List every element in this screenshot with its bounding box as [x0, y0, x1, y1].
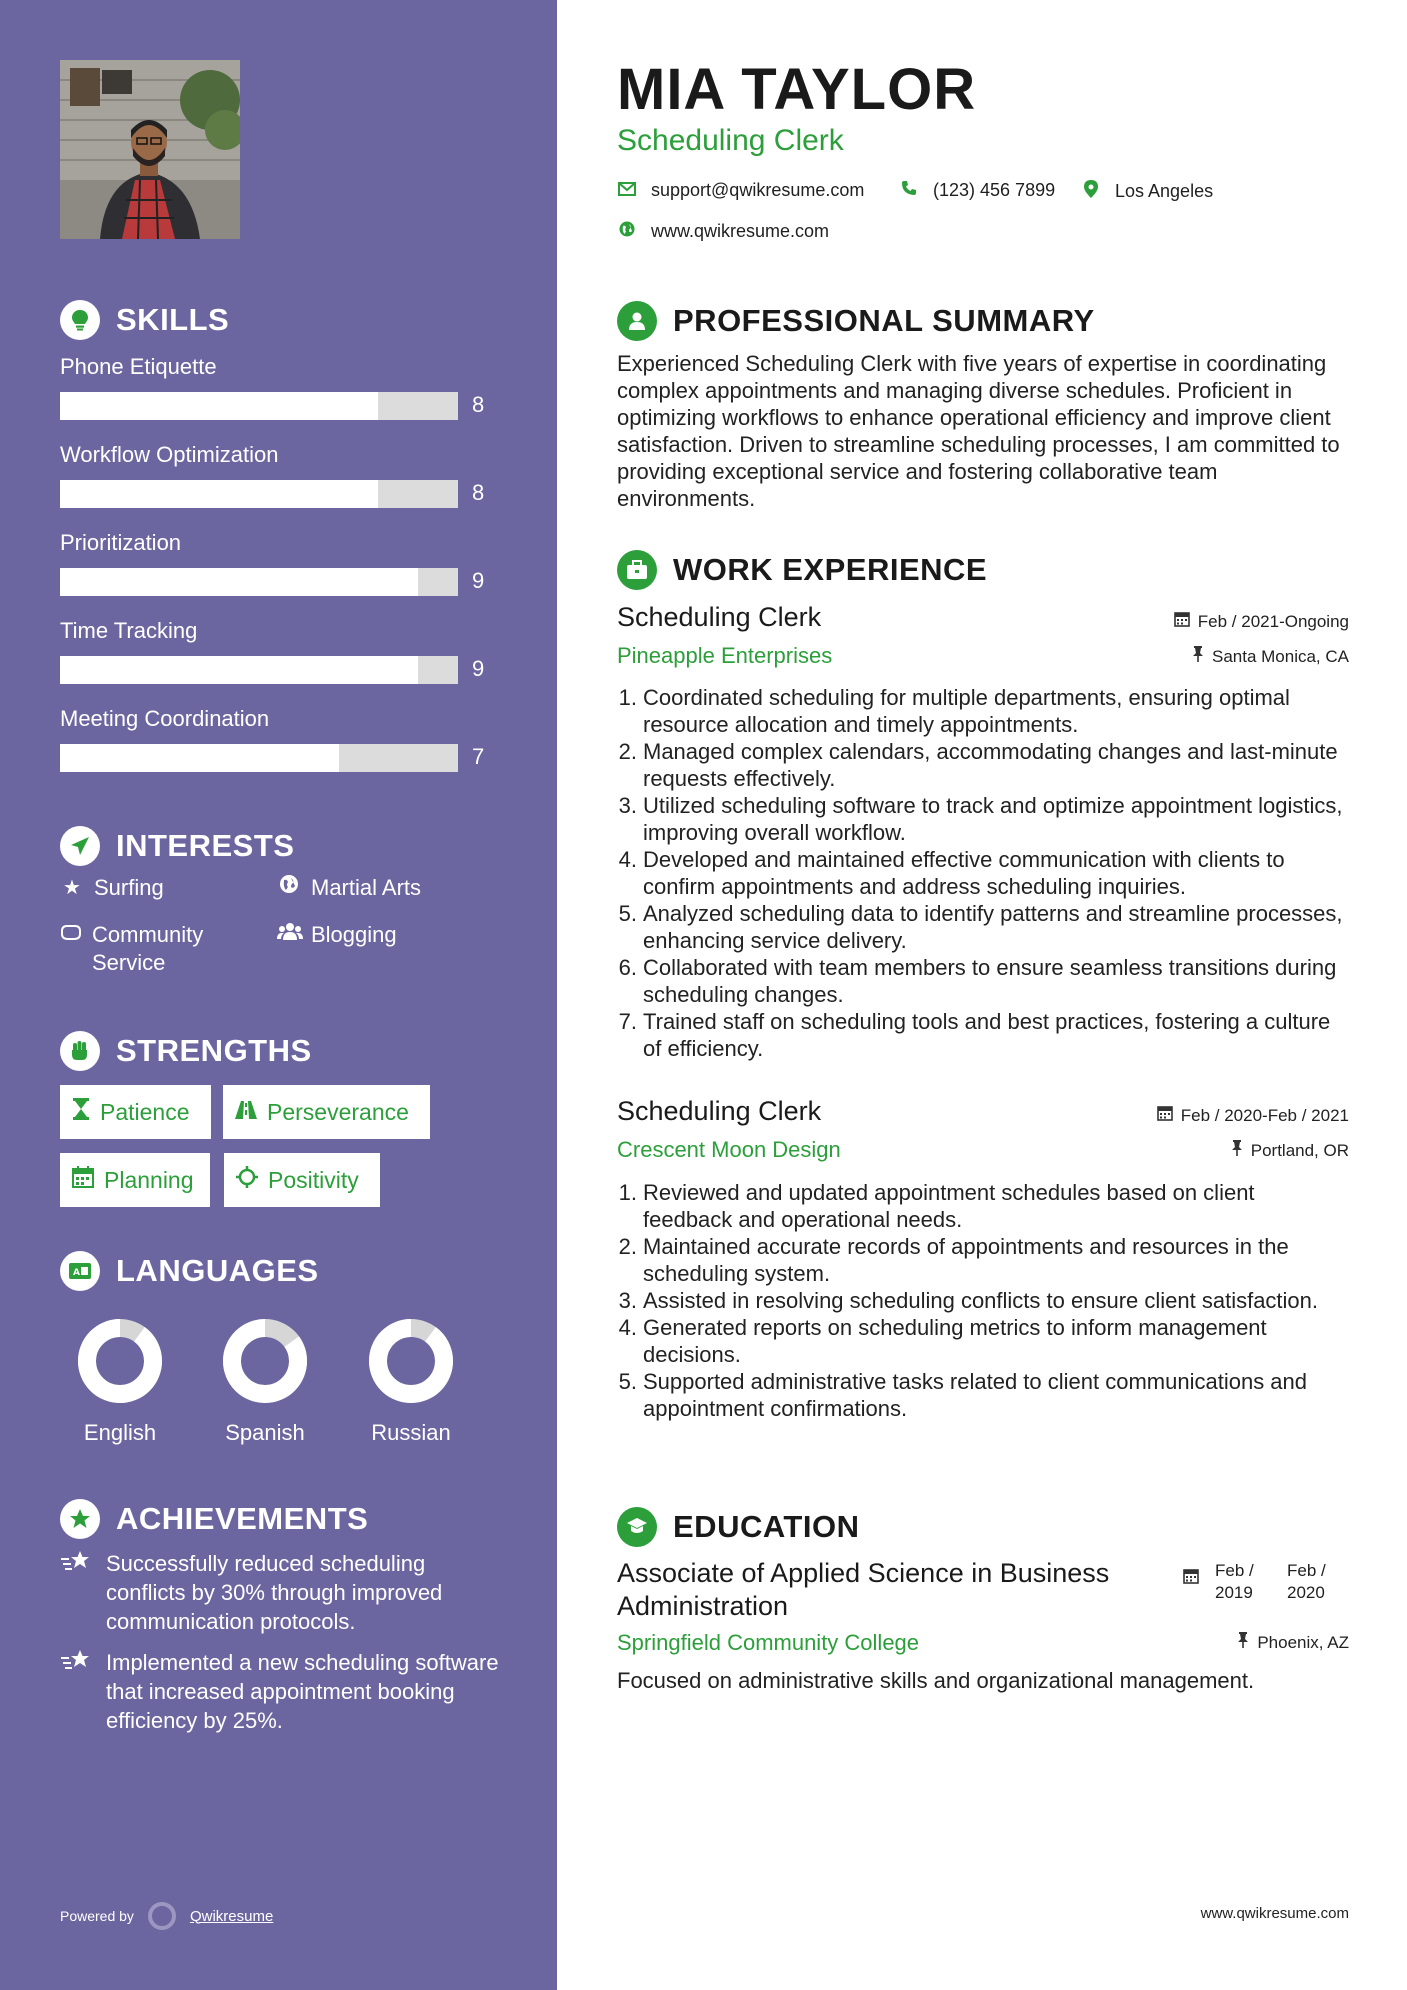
- job-location: Santa Monica, CA: [1192, 646, 1349, 667]
- interest-item: ★ Surfing: [60, 874, 164, 902]
- education-heading: EDUCATION: [617, 1507, 859, 1547]
- hand-icon: [60, 921, 82, 977]
- powered-by: Powered by Qwikresume: [60, 1902, 273, 1930]
- globe-icon: [617, 221, 637, 242]
- hourglass-icon: [72, 1098, 90, 1126]
- calendar-icon: [72, 1166, 94, 1194]
- job-bullet: 5. Analyzed scheduling data to identify patterns and streamline processes, enhancing service delivery.: [618, 901, 1343, 953]
- job-bullet: 1. Coordinated scheduling for multiple departments, ensuring optimal resource allocation and timely appointments.: [618, 685, 1290, 737]
- envelope-icon: [617, 181, 637, 201]
- users-icon: [277, 921, 301, 949]
- skill-bar: [60, 392, 458, 420]
- job-bullet: 7. Trained staff on scheduling tools and best practices, fostering a culture of efficiency.: [618, 1009, 1331, 1061]
- shooting-star-icon: [60, 1648, 92, 1735]
- skill-label: Prioritization: [60, 530, 182, 555]
- job-title: Scheduling Clerk: [617, 602, 822, 632]
- skills-heading: SKILLS: [60, 300, 229, 340]
- svg-text:A: A: [73, 1268, 81, 1278]
- star-badge-icon: [60, 1499, 100, 1539]
- skill-label: Workflow Optimization: [60, 442, 279, 467]
- language-label: Russian: [371, 1420, 451, 1445]
- contact-website[interactable]: www.qwikresume.com: [617, 221, 829, 242]
- skill-label: Phone Etiquette: [60, 354, 217, 379]
- strength-badge: Patience: [60, 1085, 211, 1139]
- job-bullet: 3. Assisted in resolving scheduling conflicts to ensure client satisfaction.: [618, 1288, 1319, 1313]
- user-icon: [617, 301, 657, 341]
- languages-heading: A LANGUAGES: [60, 1251, 319, 1291]
- job-dates: Feb / 2020-Feb / 2021: [1157, 1105, 1349, 1126]
- phone-icon: [899, 180, 919, 201]
- job-location: Portland, OR: [1231, 1140, 1349, 1161]
- skill-bar: [60, 656, 458, 684]
- calendar-icon: [1157, 1105, 1173, 1126]
- candidate-role: Scheduling Clerk: [617, 124, 844, 157]
- qwikresume-logo-icon: [148, 1902, 176, 1930]
- sidebar: [0, 0, 557, 1990]
- graduation-icon: [617, 1507, 657, 1547]
- pin-icon: [1231, 1140, 1243, 1161]
- job-bullet: 4. Generated reports on scheduling metrics to inform management decisions.: [618, 1315, 1267, 1367]
- skill-bar: [60, 744, 458, 772]
- strength-badge: Positivity: [224, 1153, 380, 1207]
- footer-url[interactable]: www.qwikresume.com: [1200, 1905, 1349, 1922]
- achievement-item: Successfully reduced scheduling conflicts by 30% through improved communication protocols.: [60, 1549, 500, 1636]
- strength-badge: Planning: [60, 1153, 210, 1207]
- achievements-heading: ACHIEVEMENTS: [60, 1499, 368, 1539]
- contact-email[interactable]: support@qwikresume.com: [617, 180, 864, 201]
- language-label: English: [83, 1420, 157, 1445]
- skill-score: 9: [472, 568, 485, 593]
- language-label: Spanish: [225, 1420, 305, 1445]
- profile-photo: [60, 60, 240, 239]
- shooting-star-icon: [60, 1549, 92, 1636]
- strengths-heading: STRENGTHS: [60, 1031, 312, 1071]
- pin-icon: [1192, 646, 1204, 667]
- paper-plane-icon: [60, 826, 100, 866]
- interest-item: Martial Arts: [277, 874, 421, 902]
- education-dates: [1183, 1560, 1343, 1604]
- calendar-icon: [1174, 611, 1190, 632]
- job-bullet: 2. Managed complex calendars, accommodating changes and last-minute requests effectively.: [618, 739, 1338, 791]
- company-name: Pineapple Enterprises: [617, 643, 833, 668]
- language-ring: [75, 1316, 165, 1406]
- job-bullets: [617, 1179, 1349, 1422]
- star-icon: ★: [63, 877, 81, 899]
- language-icon: [60, 1251, 100, 1291]
- calendar-icon: [1183, 1560, 1199, 1604]
- contact-phone[interactable]: (123) 456 7899: [899, 180, 1055, 201]
- school-name: Springfield Community College: [617, 1630, 920, 1655]
- skill-bar: [60, 480, 458, 508]
- skill-bar: [60, 568, 458, 596]
- road-icon: [235, 1099, 257, 1125]
- pin-icon: [1237, 1632, 1249, 1653]
- skill-bar-fill: [60, 744, 339, 772]
- globe-icon: [277, 874, 301, 902]
- summary-text: Experienced Scheduling Clerk with five years of expertise in coordinating complex appointments and managing diverse schedules. Proficient in optimizing workflows to enhance operational efficiency and improve client satisfaction. Driven to streamline scheduling processes, I am committed to providing exceptional service and fostering collaborative team environments.: [617, 351, 1340, 511]
- contact-location: Los Angeles: [1081, 180, 1213, 203]
- skill-score: 8: [472, 480, 485, 505]
- job-bullet: 6. Collaborated with team members to ensure seamless transitions during scheduling changes.: [618, 955, 1337, 1007]
- job-title: Scheduling Clerk: [617, 1096, 822, 1126]
- skill-bar-fill: [60, 568, 418, 596]
- skill-bar-fill: [60, 392, 378, 420]
- job-dates: Feb / 2021-Ongoing: [1174, 611, 1349, 632]
- interests-heading: INTERESTS: [60, 826, 294, 866]
- sun-icon: [236, 1166, 258, 1194]
- job-bullet: 2. Maintained accurate records of appointments and resources in the scheduling system.: [618, 1234, 1289, 1286]
- summary-heading: PROFESSIONAL SUMMARY: [617, 301, 1095, 341]
- job-bullet: 1. Reviewed and updated appointment schedules based on client feedback and operational needs.: [618, 1180, 1255, 1232]
- skill-score: 8: [472, 392, 485, 417]
- skill-label: Time Tracking: [60, 618, 198, 643]
- language-ring: [366, 1316, 456, 1406]
- job-bullet: 4. Developed and maintained effective communication with clients to confirm appointments and address scheduling inquiries.: [618, 847, 1285, 899]
- interest-item: Community Service: [60, 921, 240, 977]
- education-location: Phoenix, AZ: [1237, 1632, 1349, 1653]
- strength-badge: Perseverance: [223, 1085, 430, 1139]
- fist-icon: [60, 1031, 100, 1071]
- skill-score: 9: [472, 656, 485, 681]
- skill-score: 7: [472, 744, 485, 769]
- job-bullet: 5. Supported administrative tasks related to client communications and appointment confirmations.: [618, 1369, 1308, 1421]
- degree-title: Associate of Applied Science in Business Administration: [617, 1558, 1110, 1621]
- language-ring: [220, 1316, 310, 1406]
- lightbulb-icon: [60, 300, 100, 340]
- candidate-name: MIA TAYLOR: [617, 57, 977, 122]
- interest-item: Blogging: [277, 921, 397, 949]
- experience-heading: WORK EXPERIENCE: [617, 550, 987, 590]
- achievement-item: Implemented a new scheduling software that increased appointment booking efficiency by 25%.: [60, 1648, 510, 1735]
- education-start: Feb / 2019: [1215, 1561, 1254, 1602]
- skill-bar-fill: [60, 480, 378, 508]
- education-end: Feb / 2020: [1287, 1561, 1326, 1602]
- qwikresume-link[interactable]: Qwikresume: [189, 1907, 274, 1925]
- job-bullet: 3. Utilized scheduling software to track and optimize appointment logistics, improving overall workflow.: [618, 793, 1343, 845]
- job-bullets: [617, 684, 1349, 1062]
- education-description: Focused on administrative skills and organizational management.: [617, 1668, 1255, 1693]
- briefcase-icon: [617, 550, 657, 590]
- map-pin-icon: [1081, 180, 1101, 203]
- skill-label: Meeting Coordination: [60, 706, 270, 731]
- company-name: Crescent Moon Design: [617, 1137, 841, 1162]
- skill-bar-fill: [60, 656, 418, 684]
